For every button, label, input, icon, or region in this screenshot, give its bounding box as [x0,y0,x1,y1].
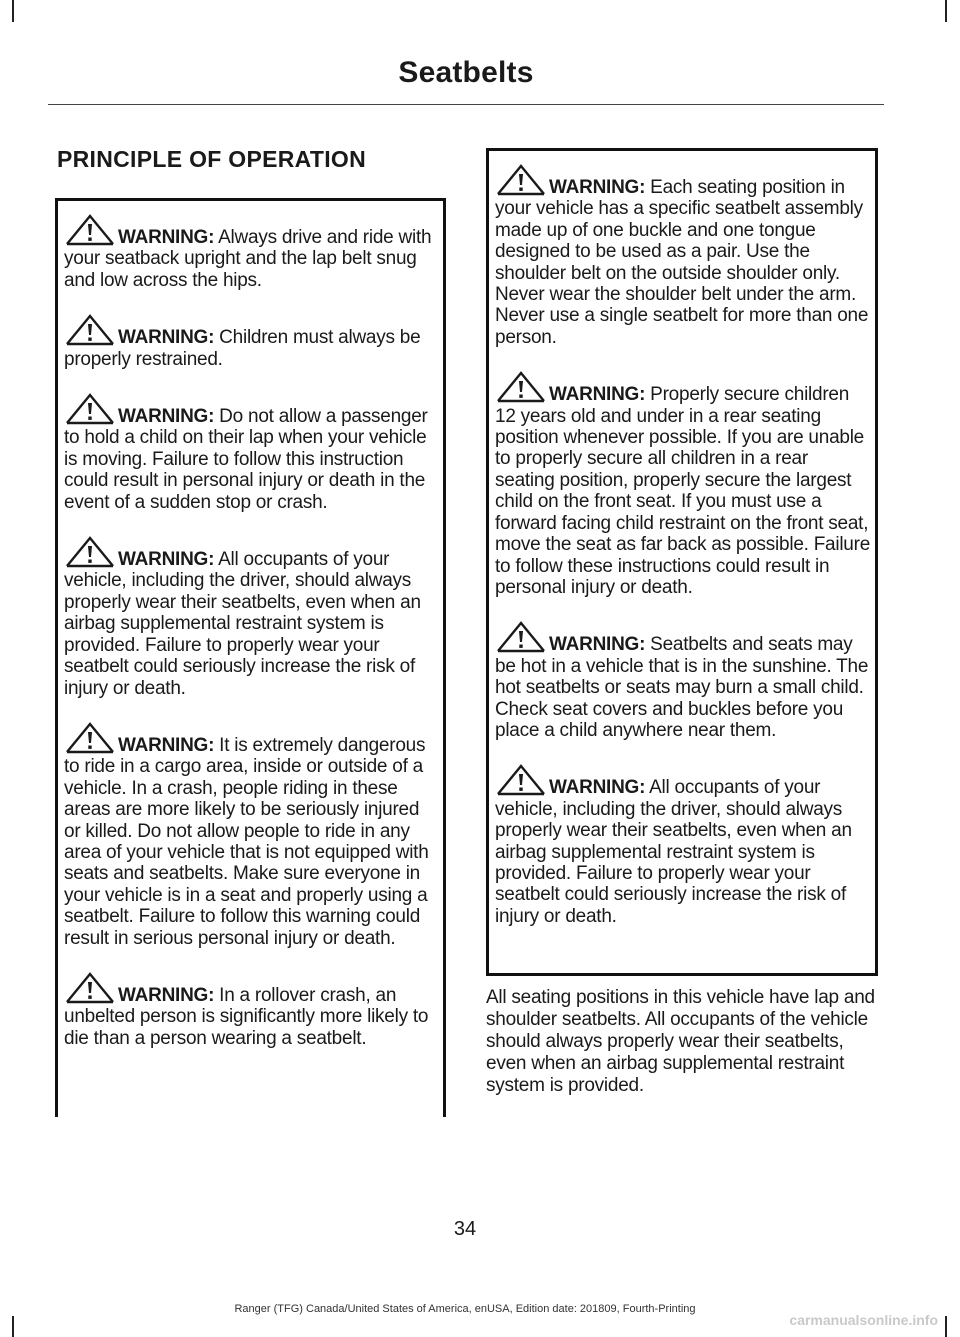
warning-item [64,971,440,1049]
crop-mark-top-right [945,0,947,22]
warning-label: WARNING: [549,384,646,406]
warning-label: WARNING: [549,777,646,799]
crop-mark-bottom-left [12,1316,14,1337]
section-title: PRINCIPLE OF OPERATION [57,146,367,172]
warning-triangle-icon [64,313,116,347]
warning-triangle-icon [64,971,116,1005]
warning-item [495,763,871,927]
warning-list-left [64,213,440,1071]
warning-label: WARNING: [549,634,646,656]
crop-mark-top-left [12,0,14,22]
warning-text: It is extremely dangerous to ride in a cargo area, inside or outside of a vehicle. In a crash, people riding in these areas are more likely to be seriously injured or killed. Do not allow people to ride in any area of your vehicle that is not equipped with seats and seatbelts. Make sure everyone in your vehicle is in a seat and properly using a seatbelt. Failure to follow this warning could result in serious personal injury or death. [64,734,429,949]
warning-list-right [495,163,871,949]
warning-item [64,535,440,699]
page-header-title: Seatbelts [398,56,534,89]
warning-text: Seatbelts and seats may be hot in a vehicle that is in the sunshine. The hot seatbelts or seats may burn a small child. Check seat covers and buckles before you place a child anywhere near them. [495,634,869,741]
warning-label: WARNING: [118,734,215,756]
warning-item [495,620,871,741]
page-number: 34 [453,1218,477,1240]
warning-label: WARNING: [118,549,215,571]
warning-item [495,370,871,598]
warning-item [495,163,871,348]
warning-triangle-icon [495,370,547,404]
warning-item [64,392,440,513]
warning-triangle-icon [495,620,547,654]
watermark: carmanualsonline.info [789,1312,938,1328]
warning-triangle-icon [495,163,547,197]
body-paragraph: All seating positions in this vehicle have lap and shoulder seatbelts. All occupants of the vehicle should always properly wear their seatbelts, even when an airbag supplemental restraint system is provided. [486,987,875,1096]
warning-text: All occupants of your vehicle, including the driver, should always properly wear their seatbelts, even when an airbag supplemental restraint system is provided. Failure to properly wear your seatbelt could seriously increase the risk of injury or death. [64,549,421,699]
edition-footer: Ranger (TFG) Canada/United States of America, enUSA, Edition date: 201809, Fourth-Printing [234,1303,696,1315]
warning-triangle-icon [495,763,547,797]
warning-triangle-icon [64,392,116,426]
warning-text: Children must always be properly restrained. [64,327,421,370]
warning-triangle-icon [64,213,116,247]
warning-item [64,213,440,291]
warning-label: WARNING: [118,406,215,428]
warning-text: In a rollover crash, an unbelted person is significantly more likely to die than a person wearing a seatbelt. [64,984,429,1049]
warning-label: WARNING: [118,984,215,1006]
warning-text: Each seating position in your vehicle has a specific seatbelt assembly made up of one buckle and one tongue designed to be used as a pair. Use the shoulder belt on the outside shoulder only. Never wear the shoulder belt under the arm. Never use a single seatbelt for more than one person. [495,177,869,348]
warning-text: Properly secure children 12 years old and under in a rear seating position whenever possible. If you are unable to properly secure all children in a rear seating position, properly secure the largest child on the front seat. If you must use a forward facing child restraint on the front seat, move the seat as far back as possible. Failure to follow these instructions could result in personal injury or death. [495,384,871,598]
warning-text: All occupants of your vehicle, including the driver, should always properly wear their seatbelts, even when an airbag supplemental restraint system is provided. Failure to properly wear your seatbelt could seriously increase the risk of injury or death. [495,777,852,927]
warning-text: Do not allow a passenger to hold a child on their lap when your vehicle is moving. Failure to follow this instruction could result in personal injury or death in the event of a sudden stop or crash. [64,406,428,513]
warning-item [64,313,440,370]
header-divider [48,104,884,105]
warning-triangle-icon [64,721,116,755]
warning-label: WARNING: [118,227,215,248]
warning-item [64,721,440,949]
warning-label: WARNING: [549,177,646,198]
crop-mark-bottom-right [945,1316,947,1337]
warning-triangle-icon [64,535,116,569]
warning-label: WARNING: [118,327,215,349]
warning-text: Always drive and ride with your seatback upright and the lap belt snug and low across the hips. [64,227,432,291]
